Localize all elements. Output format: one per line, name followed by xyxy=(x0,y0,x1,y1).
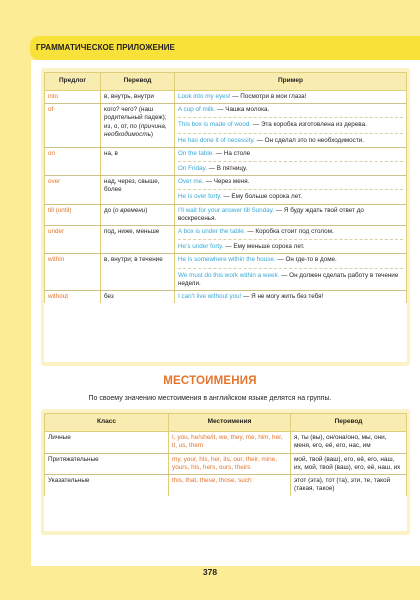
examples xyxy=(175,91,407,104)
example-line: I can’t live without you! — Я не могу жить без тебя! xyxy=(178,293,324,301)
table-row xyxy=(45,147,407,175)
example-line: He’s under forty. — Ему меньше сорока лет. xyxy=(178,239,403,251)
col-header-class: Класс xyxy=(45,414,169,432)
col-header-pronouns: Местоимения xyxy=(169,414,291,432)
col-header-preposition: Предлог xyxy=(45,73,101,91)
translation: в, внутри; в течение xyxy=(101,254,175,291)
translation: без xyxy=(101,291,175,304)
translation: на, в xyxy=(101,147,175,175)
translation: до (о времени) xyxy=(101,204,175,225)
table-header-row xyxy=(45,73,407,91)
example-line: He is somewhere within the house. — Он где-то в доме. xyxy=(178,256,337,264)
example-line: On the table. — На столе xyxy=(178,149,251,157)
table-row xyxy=(45,475,407,496)
example-line: Look into my eyes! — Посмотри в мои глаза! xyxy=(178,93,307,100)
preposition: within xyxy=(45,254,101,291)
page-number: 378 xyxy=(202,567,218,577)
example-line: We must do this work within a week. — Он должен сделать работу в течение недели. xyxy=(178,268,403,288)
examples xyxy=(175,254,407,291)
translation: в, внутрь, внутри xyxy=(101,91,175,104)
translation: под, ниже, меньше xyxy=(101,226,175,254)
table-row xyxy=(45,291,407,304)
table-row xyxy=(45,91,407,104)
examples xyxy=(175,147,407,175)
table-row xyxy=(45,453,407,475)
preposition: over xyxy=(45,176,101,204)
prepositions-table xyxy=(44,72,407,303)
preposition: without xyxy=(45,291,101,304)
examples xyxy=(175,104,407,148)
pronoun-class: Указательные xyxy=(45,475,169,496)
pronoun-words: this, that, these, those, such xyxy=(169,475,291,496)
table-row xyxy=(45,226,407,254)
example-line: I’ll wait for your answer till Sunday. — Я буду ждать твой ответ до воскресенья. xyxy=(178,206,364,222)
translation: над, через, свыше, более xyxy=(101,176,175,204)
example-line: He is over forty. — Ему больше сорока лет. xyxy=(178,189,403,201)
section-label: ГРАММАТИЧЕСКОЕ ПРИЛОЖЕНИЕ xyxy=(36,43,175,52)
examples xyxy=(175,291,407,304)
example-line: Over me. — Через меня. xyxy=(178,178,250,186)
pronoun-words: I, you, he/she/it, we, they, me, him, her, it, us, them xyxy=(169,432,291,454)
preposition: of xyxy=(45,104,101,148)
table-row xyxy=(45,204,407,225)
col-header-translation: Перевод xyxy=(291,414,407,432)
pronoun-translation: этот (эта), тот (та), эти, те, такой (такая, такое) xyxy=(291,475,407,496)
pronoun-class: Личные xyxy=(45,432,169,454)
pronouns-frame xyxy=(41,409,410,535)
example-line: He has done it of necessity. — Он сделал это по необходимости. xyxy=(178,133,403,145)
preposition: till (until) xyxy=(45,204,101,225)
examples xyxy=(175,204,407,225)
pronoun-translation: мой, твой (ваш), его, её, его, наш, их, мой, твой (ваш), его, её, наш, их xyxy=(291,453,407,475)
col-header-translation: Перевод xyxy=(101,73,175,91)
pronoun-class: Притяжательные xyxy=(45,453,169,475)
preposition: under xyxy=(45,226,101,254)
prepositions-frame xyxy=(41,68,410,366)
table-row xyxy=(45,176,407,204)
preposition: into xyxy=(45,91,101,104)
table-header-row xyxy=(45,414,407,432)
example-line: A cup of milk. — Чашка молока. xyxy=(178,106,270,114)
pronouns-title: МЕСТОИМЕНИЯ xyxy=(163,375,257,387)
side-band xyxy=(0,60,31,600)
col-header-example: Пример xyxy=(175,73,407,91)
example-line: On Friday. — В пятницу. xyxy=(178,161,403,173)
table-row xyxy=(45,432,407,454)
translation: кого? чего? (наш родительный падеж); из, о, от, по (причина, необходимость) xyxy=(101,104,175,148)
pronoun-translation: я, ты (вы), он/она/оно, мы, они, меня, его, её, его, нас, им xyxy=(291,432,407,454)
example-line: This box is made of wood. — Эта коробка изготовлена из дерева. xyxy=(178,117,403,129)
table-row xyxy=(45,104,407,148)
example-line: A box is under the table. — Коробка стоит под столом. xyxy=(178,228,334,236)
pronouns-intro: По своему значению местоимения в английском языке делятся на группы. xyxy=(88,395,332,402)
pronoun-words: my, your, his, her, its, our, their, mine, yours, his, hers, ours, theirs xyxy=(169,453,291,475)
pronouns-table xyxy=(44,413,407,496)
preposition: on xyxy=(45,147,101,175)
examples xyxy=(175,226,407,254)
table-row xyxy=(45,254,407,291)
examples xyxy=(175,176,407,204)
